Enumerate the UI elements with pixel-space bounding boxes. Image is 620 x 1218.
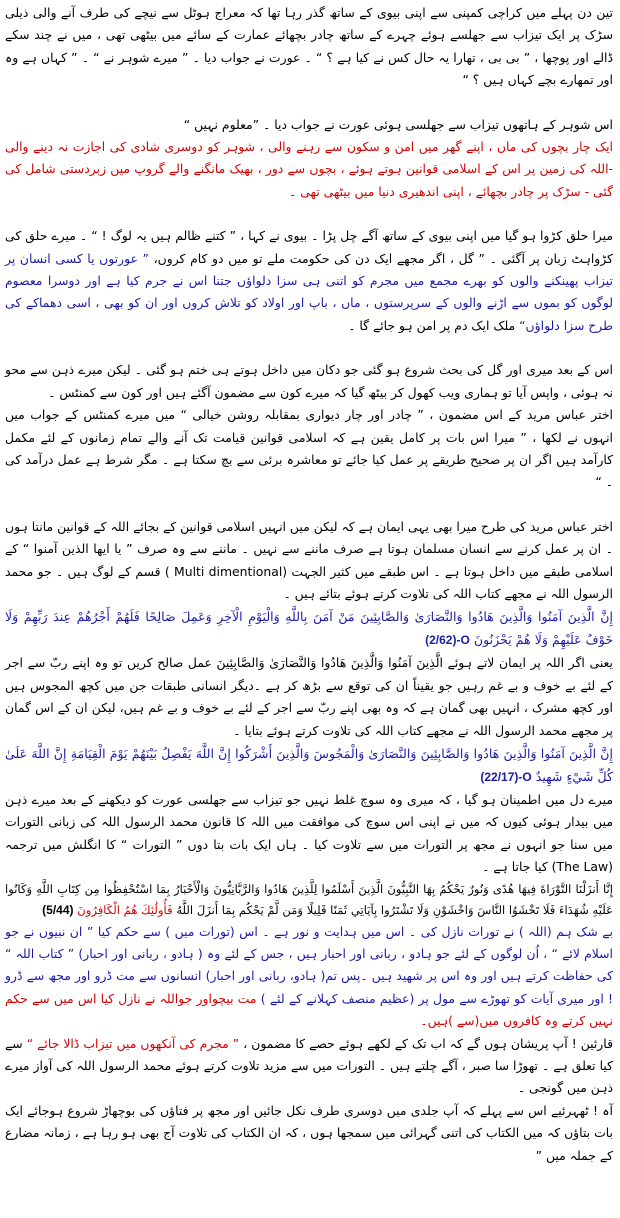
paragraph-12: آہ ! ٹھہرئیے اس سے پہلے کہ آپ جلدی میں دوسری طرف نکل جائیں اور مجھ پر فتاؤں کی بوچھاڑ شروع ہوجائے ایک بات بتاؤں کہ میں الکتاب کی اتنی گہرائی میں سمجھا ہوں ، کہ ان الکتاب کی تلاوت آج بھی ہو رہا ہے ، زمانہ مضارع کے جملہ میں ” [5,1102,613,1163]
verse-reference-2: (22/17)-O [480,769,532,784]
paragraph-4-start: میرا حلق کڑوا ہو گیا میں اپنی بیوی کے ساتھ آگے چل پڑا ۔ بیوی نے کہا ، ” کتنے ظالم ہیں یہ لوگ ! “ ۔ میرے حلق کی کڑواہٹ زبان پر آگئی ۔ ” گل ، اگر مجھے ایک دن کی حکومت ملے تو میں دو کام کروں، [5,228,613,266]
verse-reference-3: (5/44) [42,902,74,917]
paragraph-3-highlight: ایک چار بچوں کی ماں ، اپنے گھر میں امن و سکون سے رہنے والی ، شوہر کو دوسری شادی کی اجازت نہ دینے والی -اللہ کی زمین پر اس کے اسلامی قوانین ہوتے ہوئے ، بچوں سے دور ، بھیک مانگنے والے گروپ میں زبردستی شامل کی گئی - سڑک پر چادر بچھائے ، اپنی اندھیری دنیا میں بیٹھی تھی ۔ [5,139,613,199]
quran-verse-1 [5,605,613,652]
paragraph-8: یعنی اگر اللہ پر ایمان لاتے ہوئے الَّذِينَ آمَنُوا وَالَّذِينَ هَادُوا وَالنَّصَارَىٰ وَالصَّابِئِينَ عمل صالح کریں تو وہ اپنے ربّ سے اجر کے لئے بے خوف و بے غم رہیں جو یقیناً ان کی توقع سے بڑھ کر ہے ۔دیگر انسانی طبقات جن میں کچھ المجوس ہیں اور کچھ مشرک ، انہیں بھی گمان ہے کہ وہ بھی اپنے ربّ سے اجر کے لئے بے خوف و بے غم ہیں، لیکن ان کے اس گمان پر مجھے محمد الرسول اللہ نے مجھے کتاب اللہ کی تلاوت کرتے ہوئے بتایا ۔ [5,655,613,738]
paragraph-11-highlight: ” مجرم کی آنکھوں میں تیزاب ڈالا جائے “ [26,1035,240,1051]
paragraph-11-start: قارئین ! آپ پریشان ہوں گے کہ اب تک کے لکھے ہوئے حصے کا مضمون ، [239,1035,613,1051]
paragraph-11 [5,1033,613,1100]
paragraph-11-end: سے کیا تعلق ہے ۔ تھوڑا سا صبر ، آگے چلتے ہیں ۔ التورات میں سے مزید تلاوت کرتے ہوئے محمد الرسول اللہ کی آواز میرے ذہن میں گونجی ۔ [5,1035,613,1096]
paragraph-1: تین دن پہلے میں کراچی کمپنی سے اپنی بیوی کے ساتھ گذر رہا تھا کہ معراج ہوٹل سے نیچے کی طرف آنے والی ذیلی سڑک پر ایک تیزاب سے جھلسے ہوئے چہرے کے ساتھ چادر بچھائے عمارت کے سائے میں بیٹھی تھی ، میں نے چند سکے ڈالے اور پوچھا ، ” بی بی ، تھارا یہ حال کس نے کیا ہے ؟ “ ۔ عورت نے جواب دیا ۔ ” میرے شوہر نے “ ۔ ” کہاں ہے وہ اور تمھارے بچے کہاں ہیں ؟ “ [5,5,613,88]
paragraph-7: اختر عباس مرید کی طرح میرا بھی یہی ایمان ہے کہ لیکن میں انہیں اسلامی قوانین کے بجائے اللہ کے قوانین مانتا ہوں ۔ ان پر عمل کرنے سے انسان مسلمان ہوتا ہے صرف ماننے سے نہیں ۔ ماننے سے وہ صرف ” یا ایھا الذین آمنوا “ کے اسلامی طبقے میں داخل ہوتا ہے ۔ اس طبقے میں کثیر الجہت (Multi dimentional ) قسم کے لوگ ہیں ۔ جو محمد الرسول اللہ نے مجھے کتاب اللہ کی تلاوت کرتے ہوئے بتائے ہیں ۔ [5,518,614,601]
quran-verse-2 [5,742,613,789]
quran-verse-3-highlight: فَأُولَٰئِكَ هُمُ الْكَافِرُونَ [77,902,173,917]
paragraph-6: اختر عباس مرید کے اس مضمون ، ” چادر اور چار دیواری بمقابلہ روشن خیالی “ میں میرے کمنٹس کے جواب میں انہوں نے لکھا ، ” میرا اس بات پر کامل یقین ہے کہ اسلامی قوانین قیامت تک آنے والے تمام زمانوں کے لئے مکمل کارآمد ہیں اگر ان پر صحیح طریقے پر عمل کیا جائے تو معاشرہ برئی سے بچ سکتا ہے ۔ مگر شرط ہے عمل درآمد کی ۔ “ [5,407,613,490]
paragraph-9: میرے دل میں اطمینان ہو گیا ، کہ میری وہ سوچ غلط نہیں جو تیزاب سے جھلسی عورت کو دیکھنے کے بعد میرے ذہن میں بیدار ہوئی کیوں کہ میں نے اپنی اس سوچ کی موافقت میں اللہ کا قانون محمد الرسول اللہ کی زبانی التورات میں سنا جو انہوں نے مجھ پر التورات میں سے تلاوت کیا ۔ ہاں ایک بات بتا دوں ” التورات “ کا انگلش میں ترجمہ (The Law) کیا جاتا ہے ۔ [5,791,613,875]
paragraph-4-end: ملک ایک دم پر امن ہو جائے گا ۔ [348,317,520,333]
verse-reference-1: (2/62)-O [425,633,470,648]
paragraph-2: اس شوہر کے ہاتھوں تیزاب سے جھلسی ہوئی عورت نے جواب دیا ۔ ”معلوم نہیں “ [183,116,613,132]
paragraph-4-quote: ” عورتوں یا کسی انسان پر تیزاب پھینکنے والوں کو بھرے مجمع میں مجرم کو اتنی ہی سزا دلواؤں جتنا اس نے جرم کیا ہے اور دوسرا معصوم لوگوں کو بموں سے اڑنے والوں کے سرپرستوں ، ماں ، باپ اور اولاد کو تلاش کروں اور ان کو بھی ، اسی دھماکے کی طرح سزا دلواؤں“ [5,250,613,333]
paragraph-5: اس کے بعد میری اور گل کی بحث شروع ہو گئی جو دکان میں داخل ہوتے ہی ختم ہو گئی ۔ لیکن میرے ذہن سے محو نہ ہوئی ، واپس آیا تو ہماری ویب کھول کر بیٹھ گیا کہ میرے کون سے مضمون آگئے ہیں اور کون سے کمنٹس ۔ [5,362,613,400]
paragraph-10-highlight: مت بیچواور جواللہ نے نازل کیا اس میں سے حکم نہیں کرتے وہ کافروں میں(سے )ہیں۔ [5,990,613,1029]
paragraph-10 [5,921,613,1033]
paragraph-10-text: بے شک ہم (اللہ ) نے تورات نازل کی ۔ اس میں ہدایت و نور ہے ۔ اس (تورات میں ) سے حکم کیا ” ان نبیوں نے جو اسلام لائے “ ، اُن لوگوں کے لئے جو ہادو ، ربانی اور احبار ہیں ، جس کے لئے وہ ( ہادو ، ربانی اور احبار) ” کتاب اللہ “ کی حفاظت کرتے ہیں اور وہ اس پر شھید ہیں ۔پس تم( ہادو، ربانی اور احبار) انسانوں سے مت ڈرو اور مجھ سے ڈرو ! اور میری آیات کو تھوڑے سے مول پر (عظیم منصف کہلانے کے لئے ) [5,923,613,1006]
paragraph-4 [5,225,613,337]
quran-verse-1-text: إِنَّ الَّذِينَ آمَنُوا وَالَّذِينَ هَادُوا وَالنَّصَارَىٰ وَالصَّابِئِينَ مَنْ آمَنَ بِاللَّهِ وَالْيَوْمِ الْآخِرِ وَعَمِلَ صَالِحًا فَلَهُمْ أَجْرُهُمْ عِندَ رَبِّهِمْ وَلَا خَوْفٌ عَلَيْهِمْ وَلَا هُمْ يَحْزَنُونَ [5,609,613,648]
quran-verse-3 [5,879,613,921]
quran-verse-3-text: إِنَّا أَنزَلْنَا التَّوْرَاةَ فِيهَا هُدًى وَنُورٌ يَحْكُمُ بِهَا النَّبِيُّونَ الَّذِينَ أَسْلَمُوا لِلَّذِينَ هَادُوا وَالرَّبَّانِيُّونَ وَالْأَحْبَارُ بِمَا اسْتُحْفِظُوا مِن كِتَابِ اللَّهِ وَكَانُوا عَلَيْهِ شُهَدَاءَ فَلَا تَخْشَوُا النَّاسَ وَاخْشَوْنِ وَلَا تَشْتَرُوا بِآيَاتِي ثَمَنًا قَلِيلًا وَمَن لَّمْ يَحْكُم بِمَا أَنزَلَ اللَّهُ [5,881,613,917]
quran-verse-2-text: إِنَّ الَّذِينَ آمَنُوا وَالَّذِينَ هَادُوا وَالصَّابِئِينَ وَالنَّصَارَىٰ وَالْمَجُوسَ وَالَّذِينَ أَشْرَكُوا إِنَّ اللَّهَ يَفْصِلُ بَيْنَهُمْ يَوْمَ الْقِيَامَةِ إِنَّ اللَّهَ عَلَىٰ كُلِّ شَيْءٍ شَهِيدٌ [5,745,613,784]
